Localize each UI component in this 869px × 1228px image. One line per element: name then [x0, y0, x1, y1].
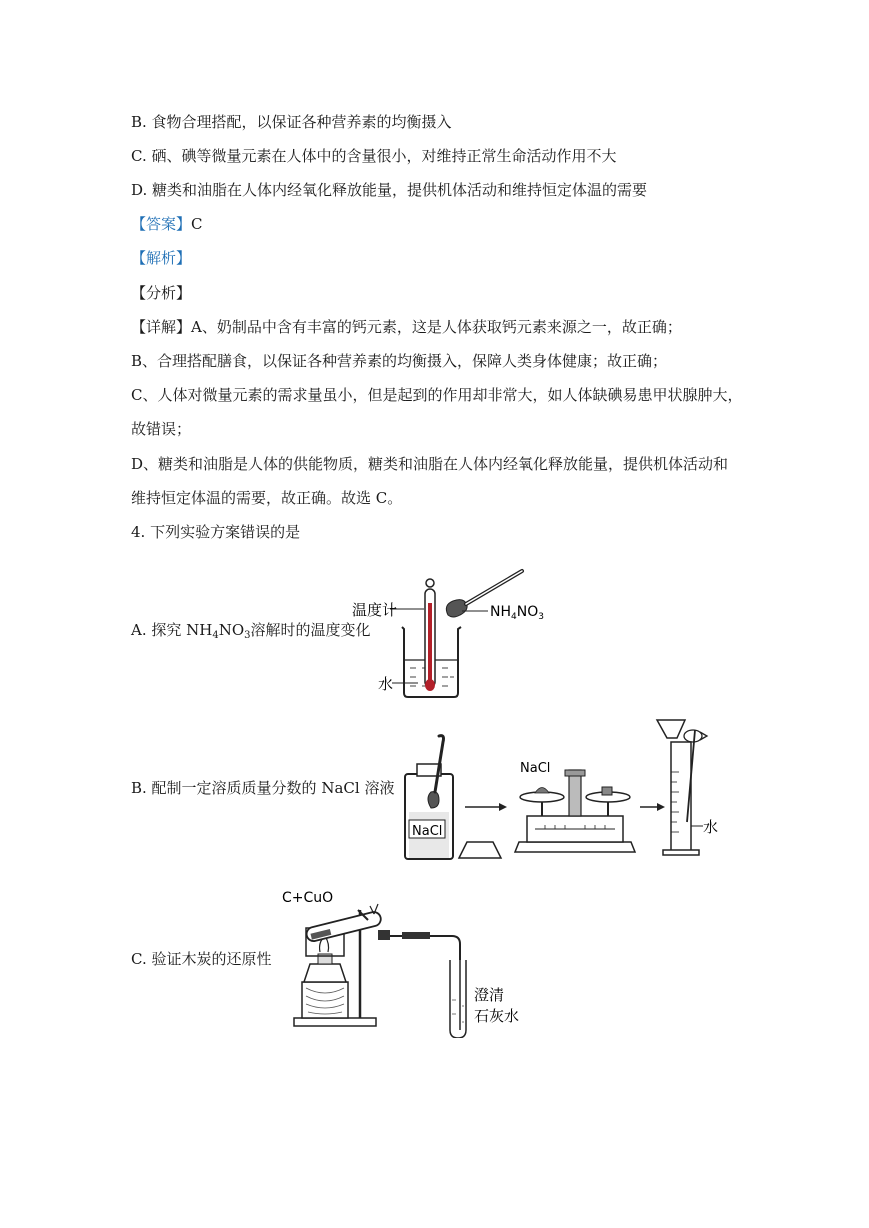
rubber-tube — [402, 932, 430, 939]
iron-stand-base — [294, 1018, 376, 1026]
q4a-mid: NO — [218, 621, 245, 639]
answer-value: C — [191, 215, 203, 233]
alcohol-lamp-icon — [304, 964, 346, 982]
q4-option-b: B. 配制一定溶质质量分数的 NaCl 溶液 — [131, 779, 395, 797]
figure-a-thermometer-beaker — [350, 565, 560, 700]
weighing-boat-icon — [459, 842, 501, 858]
spoon-icon — [446, 600, 467, 617]
thermometer-liquid — [428, 603, 432, 683]
detail-d1: D、糖类和油脂是人体的供能物质，糖类和油脂在人体内经氧化释放能量，提供机体活动和 — [131, 455, 729, 473]
collecting-tube-icon — [450, 960, 466, 1038]
label-limewater-2: 石灰水 — [474, 1007, 520, 1025]
detail-b: B、合理搭配膳食，以保证各种营养素的均衡摄入，保障人类身体健康；故正确； — [131, 352, 668, 370]
q4a-sub1: 4 — [212, 630, 219, 641]
funnel-icon — [657, 720, 685, 738]
label-limewater-1: 澄清 — [474, 986, 505, 1004]
option-c: C. 硒、碘等微量元素在人体中的含量很小，对维持正常生命活动作用不大 — [131, 147, 617, 165]
label-water-a: 水 — [378, 675, 394, 693]
detail-a-text: A、奶制品中含有丰富的钙元素，这是人体获取钙元素来源之一，故正确； — [191, 318, 682, 336]
answer-label: 【答案】 — [131, 215, 192, 233]
thermometer-ring — [426, 579, 434, 587]
stopper — [378, 930, 390, 940]
q4a-prefix: A. 探究 NH — [131, 621, 213, 639]
question-4: 4. 下列实验方案错误的是 — [131, 523, 301, 541]
label-c-cuo: C+CuO — [282, 890, 334, 906]
option-b: B. 食物合理搭配，以保证各种营养素的均衡摄入 — [131, 113, 452, 131]
label-water-b: 水 — [703, 818, 719, 836]
option-d: D. 糖类和油脂在人体内经氧化释放能量，提供机体活动和维持恒定体温的需要 — [131, 181, 648, 199]
detail-d2: 维持恒定体温的需要，故正确。故选 C。 — [131, 489, 403, 507]
detail-a — [131, 317, 682, 337]
label-nacl-balance: NaCl — [520, 761, 551, 776]
detail-c2: 故错误； — [131, 420, 192, 438]
q4a-sub2: 3 — [244, 630, 251, 641]
detail-c1: C、人体对微量元素的需求量虽小，但是起到的作用却非常大，如人体缺碘易患甲状腺肿大， — [131, 386, 743, 404]
thermometer-bulb — [425, 679, 435, 691]
detail-label: 【详解】 — [131, 318, 192, 336]
answer-line — [131, 214, 203, 234]
label-nacl-bottle: NaCl — [412, 824, 443, 839]
graduated-cylinder-icon — [671, 742, 691, 852]
balance-icon — [515, 842, 635, 852]
label-thermometer: 温度计 — [352, 601, 398, 619]
fenxi-label: 【分析】 — [131, 284, 192, 302]
q4-option-c: C. 验证木炭的还原性 — [131, 950, 272, 968]
q4-option-a — [131, 620, 371, 646]
analysis-label: 【解析】 — [131, 249, 192, 267]
left-pan — [520, 792, 564, 802]
figure-c-carbon-reduction — [282, 880, 542, 1038]
figure-b-solution-prep — [395, 712, 725, 862]
q4a-suffix: 溶解时的温度变化 — [250, 621, 371, 639]
label-nh4no3: $NH_4NO_3$ — [490, 604, 544, 622]
